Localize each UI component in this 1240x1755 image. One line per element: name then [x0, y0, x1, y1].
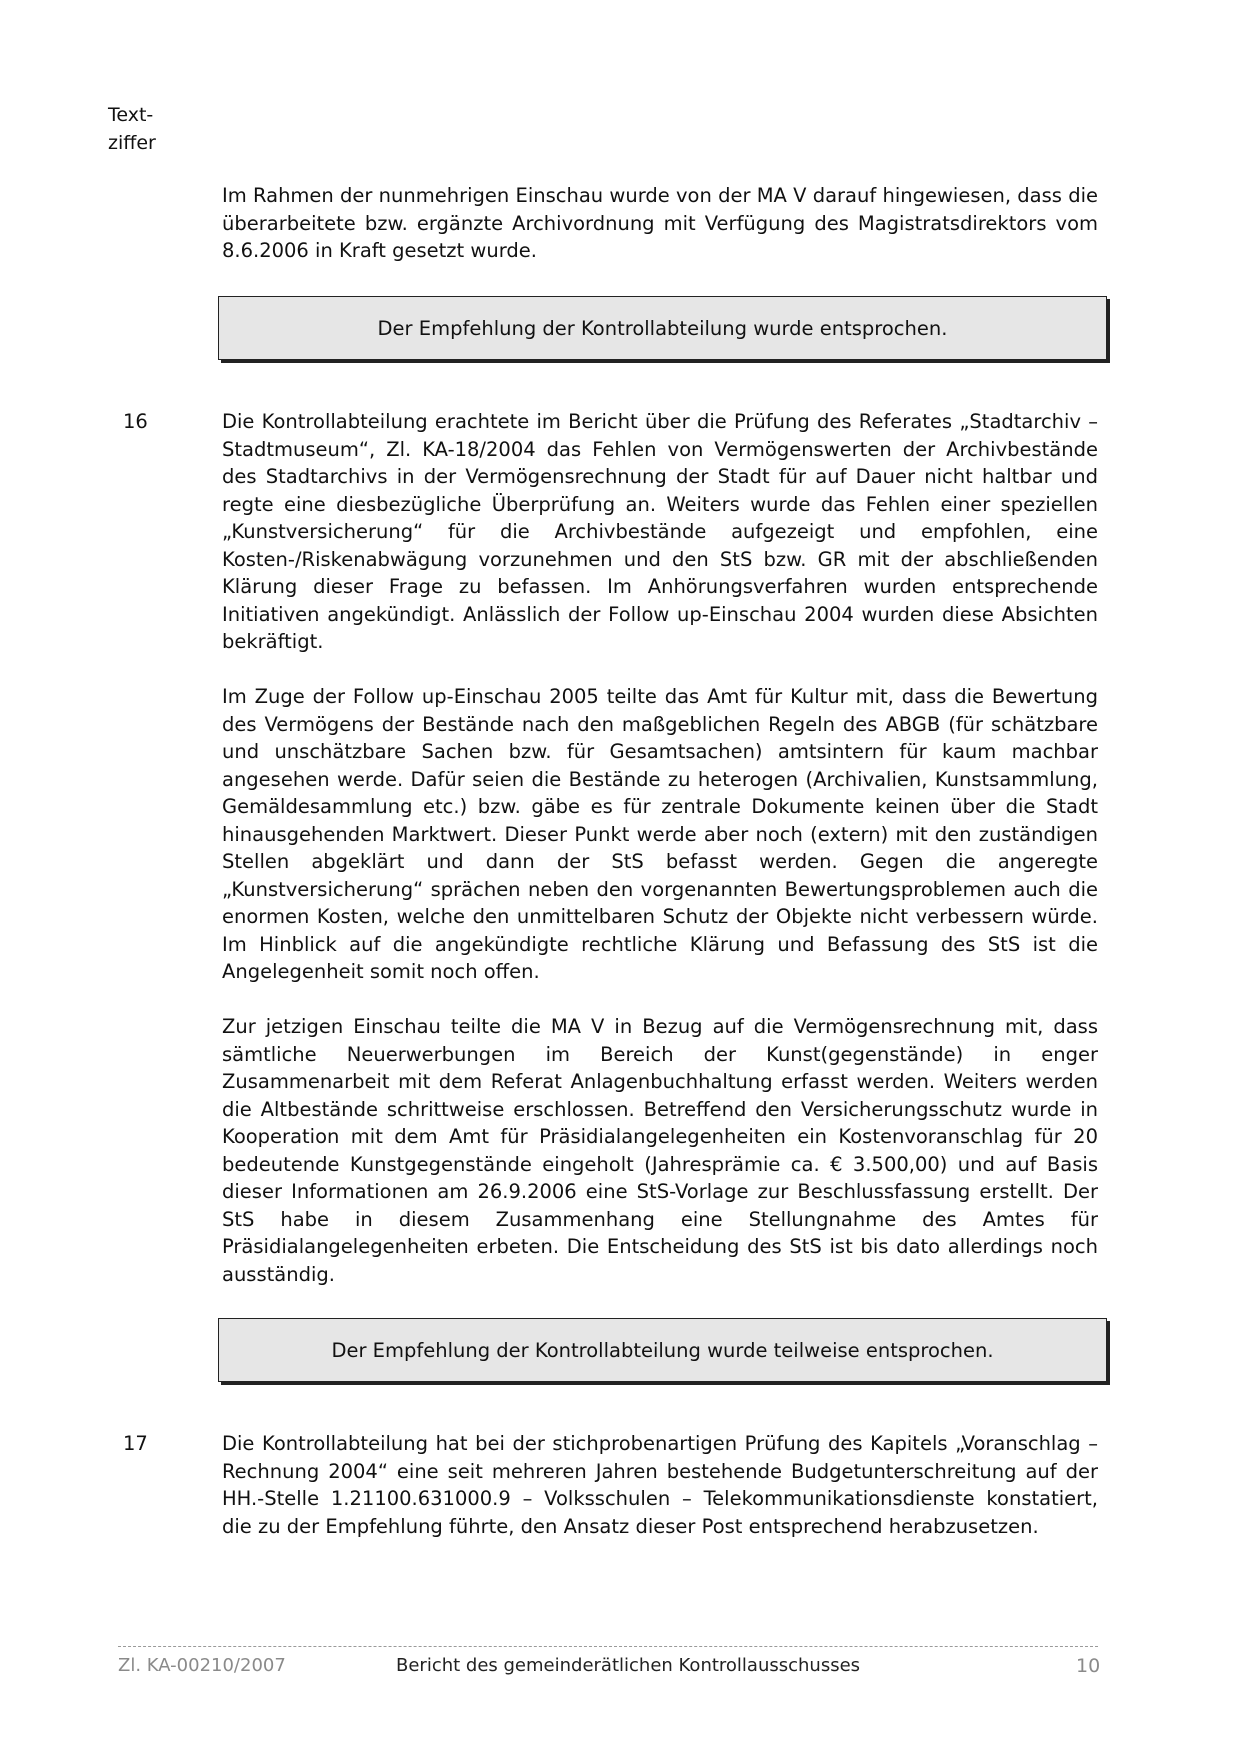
- section-17-body: [222, 1430, 1098, 1540]
- footer-report-title: Bericht des gemeinderätlichen Kontrollausschusses: [396, 1655, 861, 1676]
- recommendation-status-box-2: [218, 1318, 1107, 1382]
- intro-section: [222, 182, 1098, 265]
- footer-reference: Zl. KA-00210/2007: [118, 1655, 286, 1676]
- recommendation-status-box-1: [218, 296, 1107, 360]
- textziffer-label-line2: ziffer: [108, 132, 156, 154]
- section-16-paragraph-3: Zur jetzigen Einschau teilte die MA V in Bezug auf die Vermögensrechnung mit, dass sämtliche Neuerwerbungen im Bereich der Kunst(gegenstände) in enger Zusammenarbeit mit dem Referat Anlagenbuchhaltung erfasst werden. Weiters werden die Altbestände schrittweise erschlossen. Betreffend den Versicherungsschutz wurde in Kooperation mit dem Amt für Präsidialangelegenheiten ein Kostenvoranschlag für 20 bedeutende Kunstgegenstände eingeholt (Jahresprämie ca. € 3.500,00) und auf Basis dieser Informationen am 26.9.2006 eine StS-Vorlage zur Beschlussfassung erstellt. Der StS habe in diesem Zusammenhang eine Stellungnahme des Amtes für Präsidialangelegenheiten erbeten. Die Entscheidung des StS ist bis dato allerdings noch ausständig.: [222, 1015, 1098, 1286]
- section-number-17: 17: [123, 1432, 148, 1455]
- footer-page-number: 10: [1076, 1655, 1101, 1677]
- section-16-body: [222, 408, 1098, 1288]
- section-16-paragraph-1: Die Kontrollabteilung erachtete im Bericht über die Prüfung des Referates „Stadtarchiv – Stadtmuseum“, Zl. KA-18/2004 das Fehlen von Vermögenswerten der Archivbestände des Stadtarchivs in der Vermögensrechnung der Stadt für auf Dauer nicht haltbar und regte eine diesbezügliche Überprüfung an. Weiters wurde das Fehlen einer speziellen „Kunstversicherung“ für die Archivbestände aufgezeigt und empfohlen, eine Kosten-/Riskenabwägung vorzunehmen und den StS bzw. GR mit der abschließenden Klärung dieser Frage zu befassen. Im Anhörungsverfahren wurden entsprechende Initiativen angekündigt. Anlässlich der Follow up-Einschau 2004 wurden diese Absichten bekräftigt.: [222, 410, 1098, 653]
- textziffer-label-line1: Text-: [108, 104, 154, 126]
- recommendation-status-text-2: Der Empfehlung der Kontrollabteilung wurde teilweise entsprochen.: [331, 1338, 994, 1362]
- recommendation-status-text-1: Der Empfehlung der Kontrollabteilung wurde entsprochen.: [377, 316, 948, 340]
- section-17-paragraph: Die Kontrollabteilung hat bei der stichprobenartigen Prüfung des Kapitels „Voranschlag – Rechnung 2004“ eine seit mehreren Jahren bestehende Budgetunterschreitung auf der HH.-Stelle 1.21100.631000.9 – Volksschulen – Telekommunikationsdienste konstatiert, die zu der Empfehlung führte, den Ansatz dieser Post entsprechend herabzusetzen.: [222, 1432, 1098, 1538]
- section-16-paragraph-2: Im Zuge der Follow up-Einschau 2005 teilte das Amt für Kultur mit, dass die Bewertung des Vermögens der Bestände nach den maßgeblichen Regeln des ABGB (für schätzbare und unschätzbare Sachen bzw. für Gesamtsachen) amtsintern für kaum machbar angesehen werde. Dafür seien die Bestände zu heterogen (Archivalien, Kunstsammlung, Gemäldesammlung etc.) bzw. gäbe es für zentrale Dokumente keinen über die Stadt hinausgehenden Marktwert. Dieser Punkt werde aber noch (extern) mit den zuständigen Stellen abgeklärt und dann der StS befasst werden. Gegen die angeregte „Kunstversicherung“ sprächen neben den vorgenannten Bewertungsproblemen auch die enormen Kosten, welche den unmittelbaren Schutz der Objekte nicht verbessern würde. Im Hinblick auf die angekündigte rechtliche Klärung und Befassung des StS ist die Angelegenheit somit noch offen.: [222, 685, 1098, 983]
- footer-divider: [118, 1646, 1098, 1647]
- section-number-16: 16: [123, 410, 148, 433]
- intro-paragraph: Im Rahmen der nunmehrigen Einschau wurde von der MA V darauf hingewiesen, dass die überarbeitete bzw. ergänzte Archivordnung mit Verfügung des Magistratsdirektors vom 8.6.2006 in Kraft gesetzt wurde.: [222, 184, 1098, 262]
- textziffer-label: [108, 101, 156, 157]
